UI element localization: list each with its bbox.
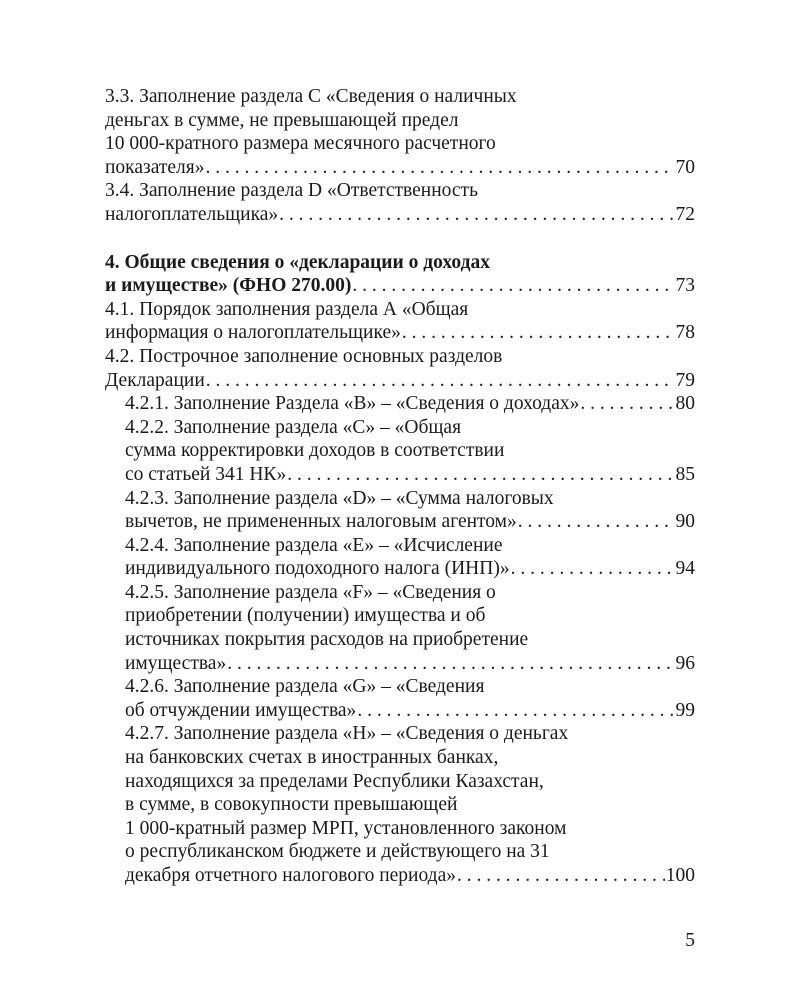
toc-entry-3-3[interactable] [105, 85, 695, 179]
toc-line: в сумме, в совокупности превышающей [125, 794, 458, 816]
dot-leader [457, 864, 665, 888]
toc-entry-title-end: индивидуального подоходного налога (ИНП)» [125, 558, 510, 580]
toc-line-last [105, 203, 695, 227]
toc-line: 4.2.2. Заполнение раздела «С» – «Общая [125, 416, 462, 438]
toc-line-last [125, 864, 695, 888]
dot-leader [357, 699, 674, 723]
toc-entry-title-end: показателя» [105, 156, 205, 178]
dot-leader [279, 203, 674, 227]
toc-line-last [125, 557, 695, 581]
toc-line: 4.2.3. Заполнение раздела «D» – «Сумма налоговых [125, 487, 554, 509]
toc-entry-3-4[interactable] [105, 179, 695, 226]
toc-entry-4-2-3[interactable] [105, 487, 695, 534]
page-number: 5 [685, 930, 695, 951]
toc-line: 4.2.7. Заполнение раздела «Н» – «Сведения о деньгах [125, 723, 569, 745]
toc-page-number: 72 [675, 203, 695, 225]
toc-entry-title-end: Декларации [105, 369, 205, 391]
toc-line-last [125, 392, 695, 416]
dot-leader [402, 321, 675, 345]
toc-line: 3.4. Заполнение раздела D «Ответственность [105, 180, 478, 202]
toc-line: 4.1. Порядок заполнения раздела А «Общая [105, 298, 469, 320]
toc-entry-title-end: декабря отчетного налогового периода» [125, 865, 457, 886]
toc-page-number: 78 [675, 322, 695, 344]
dot-leader [287, 463, 674, 487]
toc-entry-title-end: налогоплательщика» [105, 203, 279, 225]
toc-line: на банковских счетах в иностранных банках, [125, 747, 499, 769]
toc-entry-title-end: информация о налогоплательщике» [105, 322, 401, 344]
dot-leader [580, 392, 674, 416]
toc-line: сумма корректировки доходов в соответствии [125, 440, 505, 462]
toc-entry-title-end: имущества» [125, 652, 227, 674]
toc-entry-4-2-5[interactable] [105, 581, 695, 675]
toc-line-last [125, 463, 695, 487]
toc-line-last [125, 699, 695, 723]
toc-page-number: 85 [675, 463, 695, 485]
toc-line-last [105, 156, 695, 180]
toc-entry-title-end: и имуществе» (ФНО 270.00) [105, 275, 352, 297]
toc-entry-4-2-6[interactable] [105, 675, 695, 722]
toc-line: приобретении (получении) имущества и об [125, 605, 486, 627]
toc-line: находящихся за пределами Республики Казахстан, [125, 770, 544, 792]
toc-line-last [125, 510, 695, 534]
dot-leader [206, 369, 675, 393]
toc-page-number: 96 [675, 652, 695, 674]
section-gap [105, 227, 695, 251]
toc-line-last [105, 321, 695, 345]
toc-entry-4-2-7[interactable] [105, 722, 695, 887]
toc-page-number: 73 [675, 275, 695, 297]
table-of-contents [105, 85, 695, 888]
toc-page-number: 99 [675, 699, 695, 721]
toc-entry-title-end: вычетов, не примененных налоговым агентом» [125, 511, 517, 533]
dot-leader [511, 557, 675, 581]
toc-page-number: 70 [675, 156, 695, 178]
toc-entry-title-end: 4.2.1. Заполнение Раздела «В» – «Сведения о доходах» [125, 393, 580, 415]
toc-line: о республиканском бюджете и действующего на 31 [125, 841, 550, 863]
toc-line: источниках покрытия расходов на приобретение [125, 629, 529, 651]
toc-page-number: 79 [675, 369, 695, 391]
dot-leader [206, 156, 675, 180]
toc-line: деньгах в сумме, не превышающей предел [105, 109, 459, 131]
toc-line: 4. Общие сведения о «декларации о доходах [105, 251, 490, 273]
toc-line: 4.2. Построчное заполнение основных разделов [105, 345, 503, 367]
toc-line: 4.2.6. Заполнение раздела «G» – «Сведения [125, 676, 485, 698]
toc-entry-4[interactable] [105, 251, 695, 298]
toc-entry-4-2-2[interactable] [105, 416, 695, 487]
toc-line-last [105, 369, 695, 393]
dot-leader [227, 652, 674, 676]
toc-entry-4-2[interactable] [105, 345, 695, 392]
toc-entry-4-2-1[interactable] [105, 392, 695, 416]
toc-entry-title-end: со статьей 341 НК» [125, 463, 287, 485]
toc-page-number: 100 [665, 865, 695, 886]
toc-entry-4-2-4[interactable] [105, 534, 695, 581]
dot-leader [518, 510, 675, 534]
toc-entry-4-1[interactable] [105, 298, 695, 345]
toc-entry-title-end: об отчуждении имущества» [125, 699, 357, 721]
toc-line: 1 000-кратный размер МРП, установленного законом [125, 817, 567, 839]
toc-page-number: 90 [675, 511, 695, 533]
toc-page-number: 94 [675, 558, 695, 580]
toc-line: 10 000-кратного размера месячного расчетного [105, 133, 496, 155]
toc-line: 3.3. Заполнение раздела С «Сведения о наличных [105, 86, 517, 107]
dot-leader [352, 274, 674, 298]
toc-line-last [105, 274, 695, 298]
toc-line: 4.2.4. Заполнение раздела «Е» – «Исчисление [125, 534, 503, 556]
toc-line: 4.2.5. Заполнение раздела «F» – «Сведения о [125, 581, 496, 603]
toc-page-number: 80 [675, 393, 695, 415]
toc-line-last [125, 652, 695, 676]
